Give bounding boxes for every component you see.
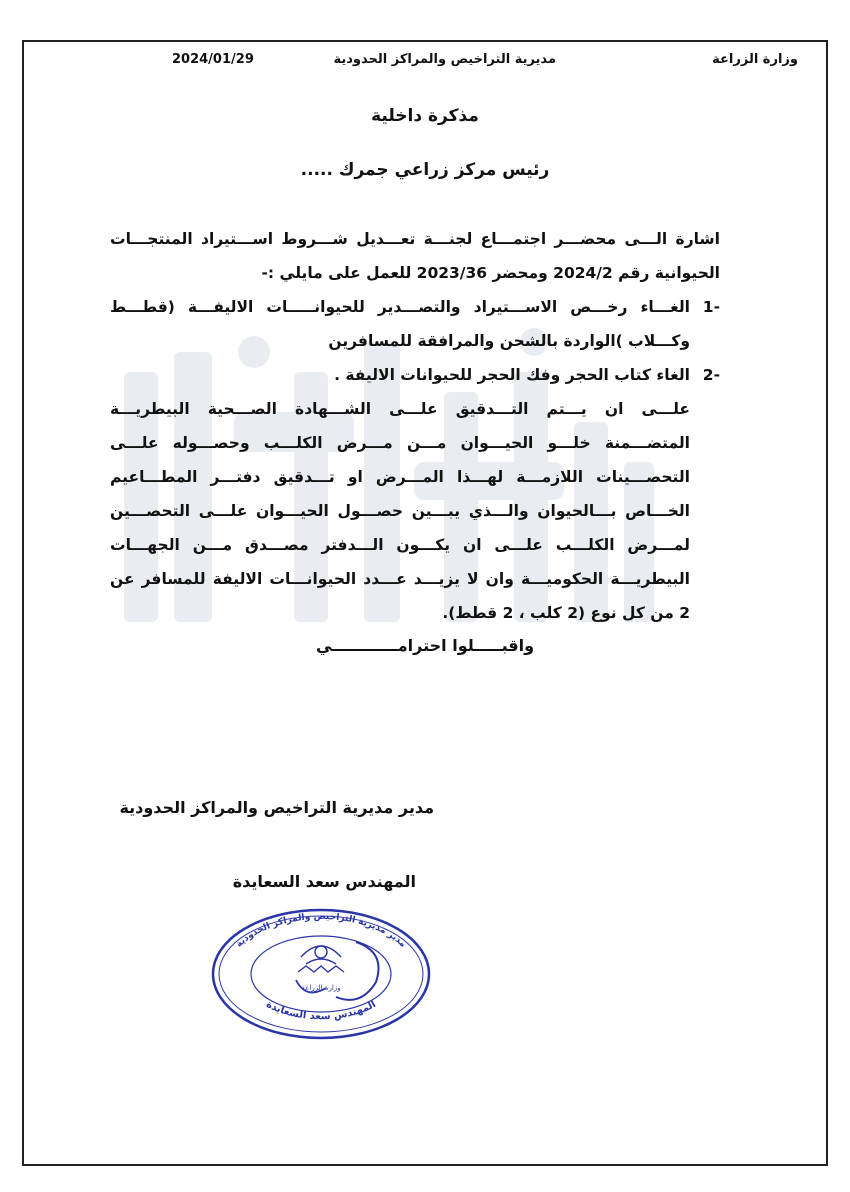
list-item — [110, 358, 720, 392]
signatory-title: مدير مديرية التراخيص والمراكز الحدودية — [119, 798, 434, 817]
closing-line: واقبـــــلوا احترامــــــــــــي — [315, 636, 535, 655]
item-text: الغاء كتاب الحجر وفك الحجر للحيوانات الاليفة . — [334, 366, 690, 384]
official-stamp — [206, 902, 436, 1042]
signatory-name: المهندس سعد السعايدة — [232, 872, 416, 891]
item-text: الغـــاء رخـــص الاســـتيراد والتصـــدير للحيوانـــــات الاليفـــة (قطـــط وكـــلاب )الواردة بالشحن والمرافقة للمسافرين — [110, 298, 690, 350]
directorate-name: مديرية التراخيص والمراكز الحدودية — [333, 52, 556, 67]
intro-paragraph: اشارة الـــى محضـــر اجتمـــاع لجنـــة تعـــديل شـــروط اســـتيراد المنتجـــات الحيوانية رقم 2024/2 ومحضر 2023/36 للعمل على مايلي :- — [110, 230, 720, 282]
stamp-seal-icon — [206, 902, 436, 1042]
item-number: -1 — [702, 298, 720, 316]
memo-title: مذكرة داخلية — [371, 106, 479, 126]
memo-body — [110, 222, 720, 630]
stamp-center-text: وزارة الزراعة — [301, 984, 341, 992]
document-date: 2024/01/29 — [172, 52, 254, 67]
stamp-inner-text: المهندس سعد السعايدة — [264, 998, 378, 1023]
ministry-name: وزارة الزراعة — [712, 52, 798, 67]
stamp-outer-text: مدير مديرية التراخيص والمراكز الحدودية — [234, 911, 408, 950]
condition-paragraph: علـــى ان يـــتم التـــدقيق علـــى الشـــهادة الصـــحية البيطريـــة المتضـــمنة خلـــو الحيـــوان مـــن مـــرض الكلـــب وحصـــوله علـــى التحصـــينات اللازمـــة لهـــذا المـــرض او تـــدقيق دفتـــر المطـــاعيم الخـــاص بـــالحيوان والـــذي يبـــين حصـــول الحيـــوان علـــى التحصـــين لمـــرض الكلـــب علـــى ان يكـــون الـــدفتر مصـــدق مـــن الجهـــات البيطريـــة الحكوميـــة وان لا يزيـــد عـــدد الحيوانـــات الاليفة للمسافر عن 2 من كل نوع (2 كلب ، 2 قطط). — [110, 400, 690, 622]
item-number: -2 — [702, 366, 720, 384]
memo-recipient: رئيس مركز زراعي جمرك ..... — [300, 160, 550, 180]
document-frame — [22, 40, 828, 1166]
list-item — [110, 290, 720, 358]
